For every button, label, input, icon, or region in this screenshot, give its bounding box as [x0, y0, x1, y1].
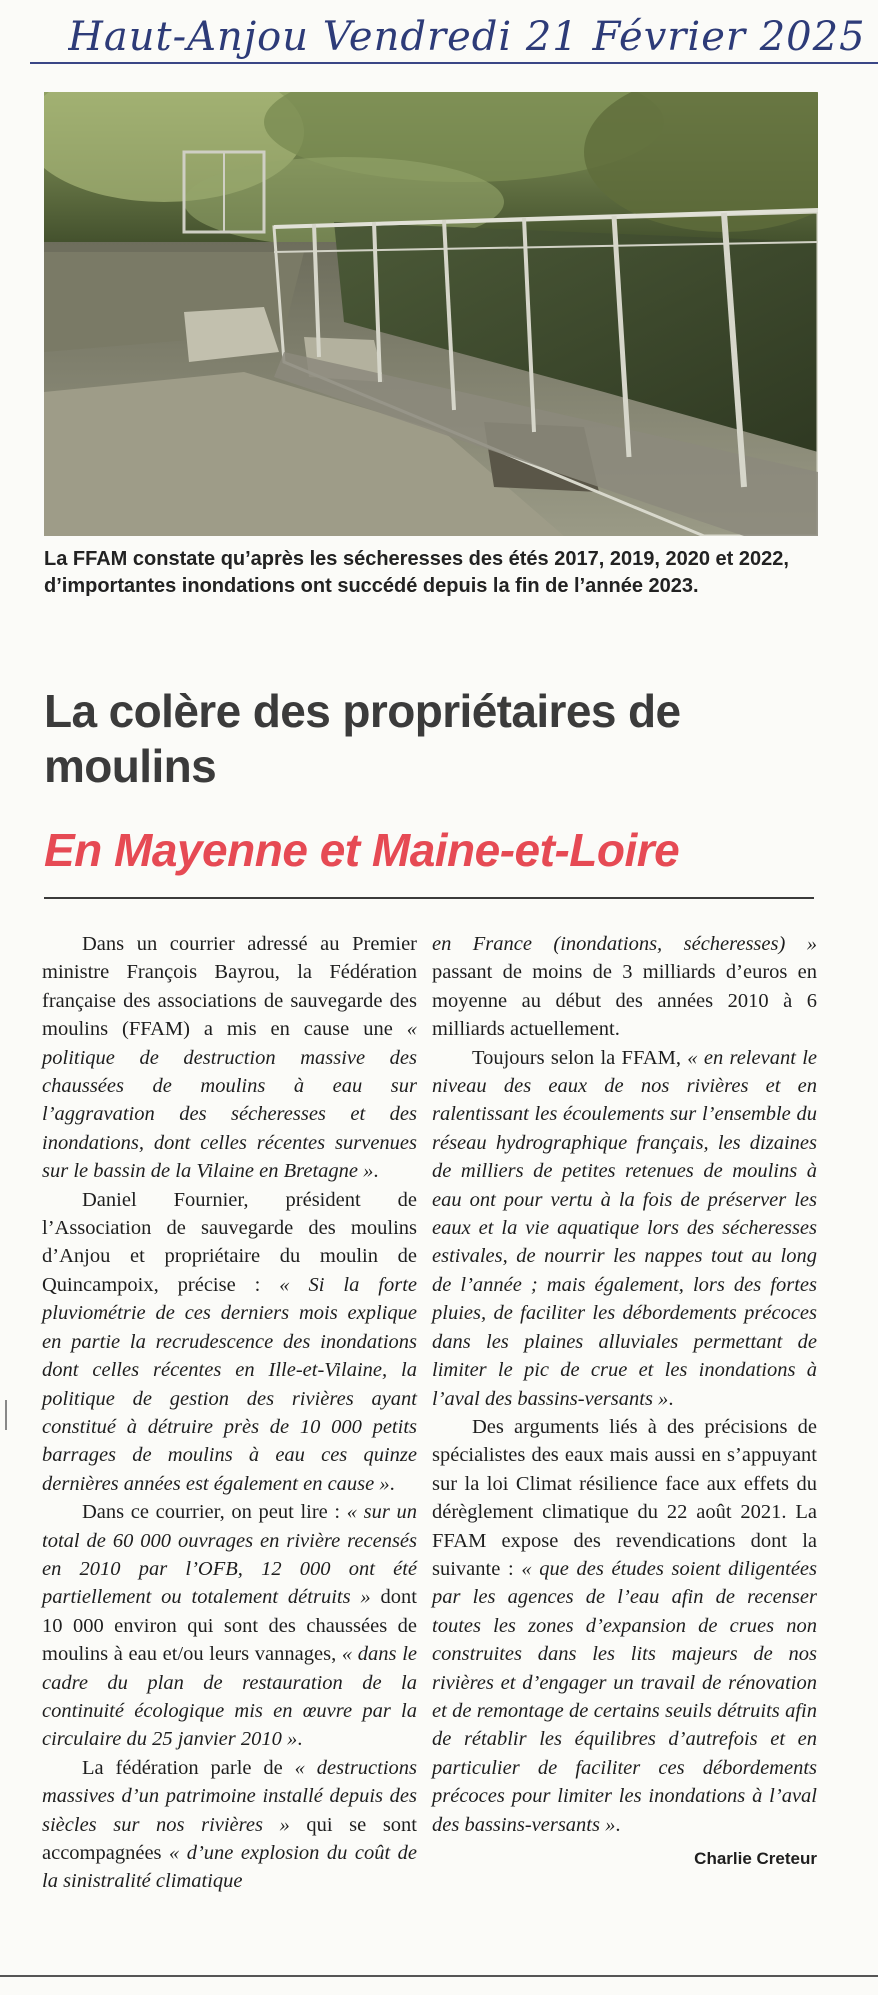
article-kicker: En Mayenne et Maine-et-Loire	[44, 824, 680, 876]
photo-caption: La FFAM constate qu’après les sécheresses des étés 2017, 2019, 2020 et 2022, d’importantes inondations ont succédé depuis la fin de l’année 2023.	[44, 548, 789, 597]
paragraph: La fédération parle de « destructions massives d’un patrimoine installé depuis des siècles sur nos rivières » qui se sont accompagnées « d’une explosion du coût de la sinistralité climatique	[42, 1756, 418, 1893]
paragraph: Des arguments liés à des précisions de spécialistes des eaux mais aussi en s’appuyant sur la loi Climat résilience face aux effets du dérèglement climatique du 22 août 2021. La FFAM expose des revendications dont la suivante : « que des études soient diligentées par les agences de l’eau afin de recenser toutes les zones d’expansion de crues non construites dans les lits majeurs de nos rivières et d’engager un travail de rénovation et de remontage de certains seuils détruits afin de rétablir les équilibres d’autrefois et en particulier de faciliter ces débordements précoces pour limiter les inondations à l’aval des bassins-versants ».	[432, 1415, 817, 1836]
paragraph: Daniel Fournier, président de l’Association de sauvegarde des moulins d’Anjou et propriétaire du moulin de Quincampoix, précise : « Si la forte pluviométrie de ces derniers mois explique en partie la recrudescence des inondations dont celles récentes en Ille-et-Vilaine, la politique de gestion des rivières ayant constitué à détruire près de 10 000 petits barrages de moulins à eau ces quinze dernières années est également en cause ».	[42, 1188, 417, 1495]
bottom-rule	[0, 1975, 878, 1977]
article-headline: La colère des propriétaires de moulins	[44, 685, 681, 792]
article-column-1	[42, 930, 417, 1896]
scan-edge-mark	[5, 1400, 7, 1430]
paragraph: Toujours selon la FFAM, « en relevant le niveau des eaux de nos rivières et en ralentissant les écoulements sur l’ensemble du réseau hydrographique français, les dizaines de milliers de petites retenues de moulins à eau ont pour vertu à la fois de préserver les eaux et la vie aquatique lors des sécheresses estivales, de nourrir les nappes tout au long de l’année ; mais également, lors des fortes pluies, de faciliter les débordements précoces dans les plaines alluviales permettant de limiter le pic de crue et les inondations à l’aval des bassins-versants ».	[432, 1046, 817, 1410]
paragraph: Dans ce courrier, on peut lire : « sur un total de 60 000 ouvrages en rivière recensés en 2010 par l’OFB, 12 000 ont été partiellement ou totalement détruits » dont 10 000 environ qui sont des chaussées de moulins à eau et/ou leurs vannages, « dans le cadre du plan de restauration de la continuité écologique mis en œuvre par la circulaire du 25 janvier 2010 ».	[42, 1501, 417, 1751]
handwritten-underline	[30, 62, 878, 64]
article-column-2	[432, 930, 817, 1873]
author-byline: Charlie Creteur	[694, 1849, 817, 1868]
article-photo	[44, 92, 818, 536]
handwritten-source-note: Haut-Anjou Vendredi 21 Février 2025	[68, 14, 866, 60]
paragraph: Dans un courrier adressé au Premier ministre François Bayrou, la Fédération française des associations de sauvegarde des moulins (FFAM) a mis en cause une « politique de destruction massive des chaussées de moulins à eau sur l’aggravation des sécheresses et des inondations, dont celles récentes survenues sur le bassin de la Vilaine en Bretagne ».	[42, 933, 417, 1183]
paragraph: en France (inondations, sécheresses) » passant de moins de 3 milliards d’euros en moyenne au début des années 2010 à 6 milliards actuellement.	[432, 933, 817, 1041]
headline-divider	[44, 897, 814, 899]
mill-weir-footbridge-photo	[44, 92, 818, 536]
